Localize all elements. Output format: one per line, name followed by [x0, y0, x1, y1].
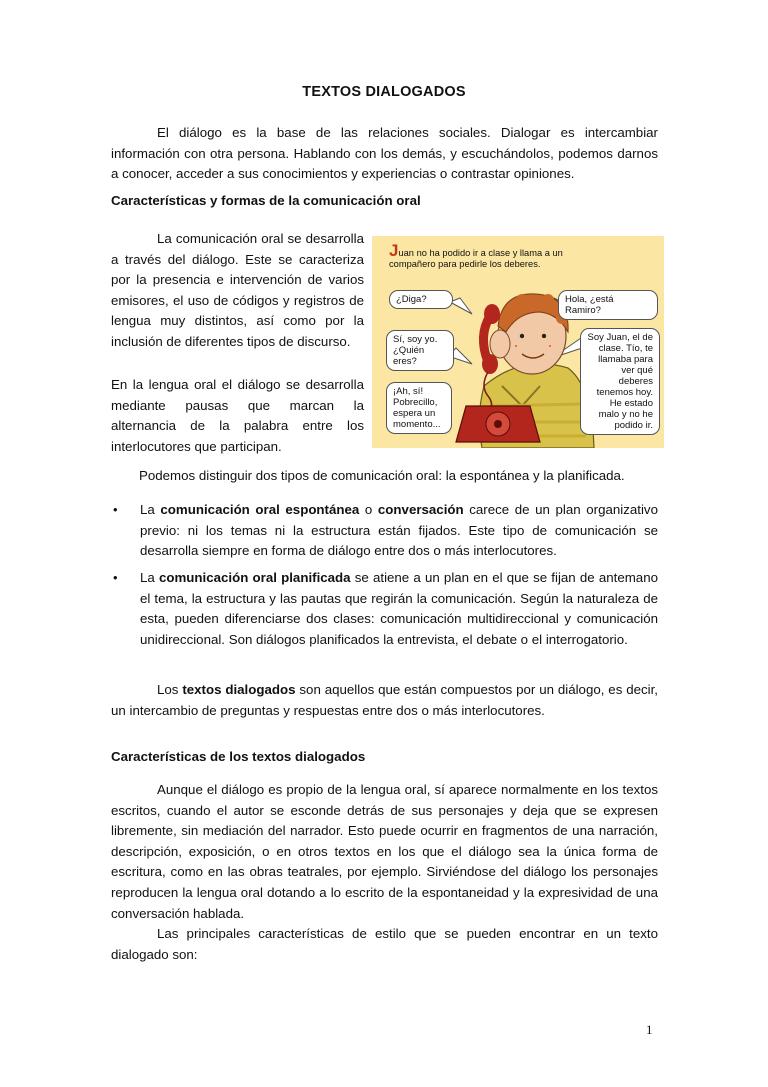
- bullet-planned: La comunicación oral planificada se atiene a un plan en el que se fijan de antemano el tema, la estructura y las pautas que regirán la comunicación. Según la naturaleza de esta, pueden diferenciarse dos clases: comunicación multidireccional y comunicación unidireccional. Son diálogos planificados la entrevista, el debate o el interrogatorio.: [140, 570, 658, 647]
- bullet-spontaneous: La comunicación oral espontánea o conversación carece de un plan organizativo previo: ni los temas ni la estructura están fijados. Este tipo de comunicación se desarrolla siempre en forma de diálogo entre dos o más interlocutores.: [140, 502, 658, 559]
- speech-bubble-si: Sí, soy yo. ¿Quién eres?: [386, 330, 454, 371]
- bullet-marker: •: [113, 502, 118, 517]
- characteristics-paragraph: Aunque el diálogo es propio de la lengua oral, sí aparece normalmente en los textos escritos, cuando el autor se esconde detrás de sus personajes y deja que se expresen libremente, sin mediación del narrador. Esto puede ocurrir en fragmentos de una narración, descripción, exposición, o en otros textos en los que el diálogo sea la única forma de escritura, como en las obras teatrales, por ejemplo. Sirviéndose del diálogo los personajes reproducen la lengua oral dotando a lo escrito de la espontaneidad y la expresividad de una conversación hablada.: [111, 782, 658, 921]
- bullet-marker: •: [113, 570, 118, 585]
- illustration-caption: [389, 241, 569, 270]
- page-title: TEXTOS DIALOGADOS: [302, 84, 466, 100]
- intro-paragraph: El diálogo es la base de las relaciones sociales. Dialogar es intercambiar información con otra persona. Hablando con los demás, y escuchándolos, podemos darnos a conocer, acceder a sus conocimientos y experiencias o contrastar opiniones.: [111, 125, 658, 182]
- term-conversation: conversación: [377, 502, 464, 517]
- style-intro-paragraph: Las principales características de estilo que se pueden encontrar en un texto dialogado son:: [111, 926, 658, 962]
- term-spontaneous: comunicación oral espontánea: [160, 502, 360, 517]
- types-intro-paragraph: Podemos distinguir dos tipos de comunicación oral: la espontánea y la planificada.: [139, 468, 625, 483]
- speech-bubble-soy-juan: Soy Juan, el de clase. Tío, te llamaba para ver qué deberes tenemos hoy. He estado malo y no he podido ir.: [580, 328, 660, 435]
- definition-paragraph: Los textos dialogados son aquellos que están compuestos por un diálogo, es decir, un intercambio de preguntas y respuestas entre dos o más interlocutores.: [111, 682, 658, 718]
- section-heading-characteristics: Características de los textos dialogados: [111, 749, 366, 764]
- page-number: 1: [646, 1022, 653, 1037]
- term-planned: comunicación oral planificada: [158, 570, 351, 585]
- caption-initial: J: [389, 241, 399, 260]
- speech-bubble-ah-si: ¡Ah, sí! Pobrecillo, espera un momento...: [386, 382, 452, 434]
- oral-language-paragraph: En la lengua oral el diálogo se desarrolla mediante pausas que marcan la alternancia de la palabra entre los interlocutores que participan.: [111, 377, 364, 454]
- speech-bubble-hola: Hola, ¿está Ramiro?: [558, 290, 658, 320]
- caption-text: uan no ha podido ir a clase y llama a un compañero para pedirle los deberes.: [389, 248, 563, 269]
- oral-communication-paragraph: La comunicación oral se desarrolla a través del diálogo. Este se caracteriza por la presencia e intervención de varios emisores, el uso de códigos y registros de lengua muy distintos, así como por la inclusión de diferentes tipos de discurso.: [111, 231, 364, 349]
- section-heading-forms: Características y formas de la comunicación oral: [111, 193, 421, 208]
- phone-call-illustration: [372, 236, 664, 448]
- term-dialogued-texts: textos dialogados: [182, 682, 296, 697]
- speech-bubble-diga: ¿Diga?: [389, 290, 453, 309]
